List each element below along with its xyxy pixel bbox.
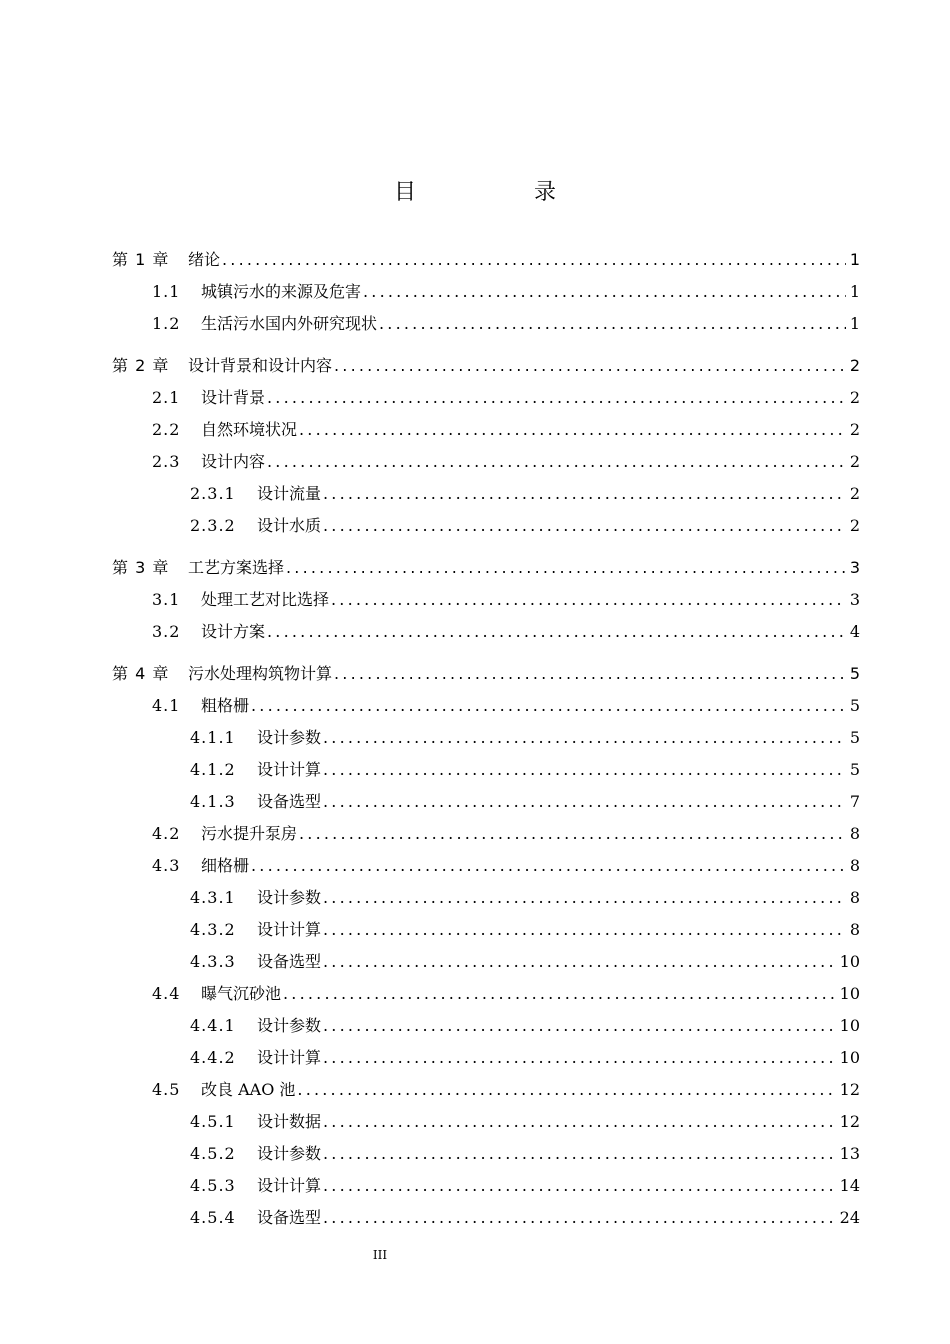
- toc-entry-number: 3.2: [152, 622, 181, 641]
- toc-section-entry[interactable]: [112, 1138, 860, 1170]
- toc-dot-leader: [249, 690, 846, 722]
- toc-entry-number: 4.3.3: [190, 952, 236, 971]
- toc-dot-leader: [321, 946, 836, 978]
- toc-entry-page: 2: [849, 484, 860, 503]
- toc-section-entry[interactable]: [112, 446, 860, 478]
- toc-entry-title: 自然环境状况: [201, 420, 298, 439]
- toc-entry-title: 设计数据: [257, 1112, 322, 1131]
- toc-entry-title: 设计背景和设计内容: [188, 356, 333, 375]
- toc-dot-leader: [321, 478, 846, 510]
- toc-dot-leader: [321, 510, 846, 542]
- toc-section-entry[interactable]: [112, 478, 860, 510]
- toc-dot-leader: [284, 552, 846, 584]
- toc-entry-page: 2: [849, 388, 860, 407]
- toc-section-entry[interactable]: [112, 1106, 860, 1138]
- toc-section-entry[interactable]: [112, 1074, 860, 1106]
- toc-dot-leader: [321, 1042, 836, 1074]
- toc-entry-number: 第 4 章: [112, 664, 170, 683]
- toc-entry-page: 8: [849, 856, 860, 875]
- toc-dot-leader: [321, 1010, 836, 1042]
- toc-entry-number: 第 1 章: [112, 250, 170, 269]
- toc-section-entry[interactable]: [112, 382, 860, 414]
- toc-dot-leader: [321, 914, 846, 946]
- toc-entry-page: 5: [849, 664, 860, 683]
- toc-entry-number: 4.4.2: [190, 1048, 236, 1067]
- toc-dot-leader: [321, 786, 846, 818]
- toc-entry-page: 5: [849, 760, 860, 779]
- toc-entry-page: 10: [839, 984, 860, 1003]
- toc-section-entry[interactable]: [112, 510, 860, 542]
- toc-entry-title: 设计方案: [201, 622, 266, 641]
- toc-dot-leader: [321, 1138, 836, 1170]
- toc-section-entry[interactable]: [112, 690, 860, 722]
- toc-dot-leader: [361, 276, 846, 308]
- toc-entry-number: 2.3: [152, 452, 181, 471]
- toc-entry-page: 24: [839, 1208, 860, 1227]
- toc-entry-page: 2: [849, 420, 860, 439]
- toc-dot-leader: [297, 818, 846, 850]
- toc-dot-leader: [321, 754, 846, 786]
- toc-section-entry[interactable]: [112, 1202, 860, 1234]
- toc-entry-number: 4.3.2: [190, 920, 236, 939]
- toc-section-entry[interactable]: [112, 914, 860, 946]
- toc-entry-number: 4.2: [152, 824, 181, 843]
- toc-chapter-entry[interactable]: [112, 658, 860, 690]
- toc-section-entry[interactable]: [112, 818, 860, 850]
- toc-chapter-entry[interactable]: [112, 244, 860, 276]
- toc-dot-leader: [321, 1202, 836, 1234]
- toc-dot-leader: [321, 1106, 836, 1138]
- toc-entry-number: 4.1: [152, 696, 181, 715]
- toc-entry-number: 2.2: [152, 420, 181, 439]
- toc-entry-title: 污水提升泵房: [201, 824, 298, 843]
- toc-chapter-entry[interactable]: [112, 552, 860, 584]
- toc-entry-page: 13: [839, 1144, 860, 1163]
- toc-entry-title: 设计计算: [257, 1176, 322, 1195]
- toc-entry-number: 第 3 章: [112, 558, 170, 577]
- toc-entry-page: 7: [849, 792, 860, 811]
- toc-entry-number: 4.3: [152, 856, 181, 875]
- toc-entry-page: 1: [849, 282, 860, 301]
- toc-entry-title: 细格栅: [201, 856, 250, 875]
- toc-section-entry[interactable]: [112, 414, 860, 446]
- toc-entry-number: 第 2 章: [112, 356, 170, 375]
- page-number-footer: III: [372, 1248, 388, 1262]
- toc-entry-number: 1.2: [152, 314, 181, 333]
- toc-entry-title: 设计内容: [201, 452, 266, 471]
- toc-entry-page: 8: [849, 824, 860, 843]
- toc-entry-number: 4.5.1: [190, 1112, 236, 1131]
- toc-dot-leader: [377, 308, 846, 340]
- toc-entry-title: 曝气沉砂池: [201, 984, 282, 1003]
- toc-entry-number: 4.5.4: [190, 1208, 236, 1227]
- toc-entry-page: 1: [849, 314, 860, 333]
- toc-entry-page: 12: [839, 1112, 860, 1131]
- toc-entry-number: 4.1.3: [190, 792, 236, 811]
- toc-entry-page: 5: [849, 696, 860, 715]
- toc-entry-title: 工艺方案选择: [188, 558, 285, 577]
- toc-dot-leader: [265, 382, 846, 414]
- toc-entry-number: 2.3.2: [190, 516, 236, 535]
- toc-entry-title: 设计参数: [257, 1016, 322, 1035]
- toc-entry-page: 12: [839, 1080, 860, 1099]
- toc-entry-number: 4.1.1: [190, 728, 236, 747]
- toc-entry-page: 8: [849, 920, 860, 939]
- toc-entry-title: 设备选型: [257, 952, 322, 971]
- toc-entry-title: 处理工艺对比选择: [201, 590, 330, 609]
- toc-entry-number: 2.3.1: [190, 484, 236, 503]
- toc-entry-title: 粗格栅: [201, 696, 250, 715]
- toc-entry-number: 1.1: [152, 282, 181, 301]
- toc-entry-page: 2: [849, 516, 860, 535]
- toc-entry-title: 污水处理构筑物计算: [188, 664, 333, 683]
- toc-entry-title: 生活污水国内外研究现状: [201, 314, 378, 333]
- toc-entry-title: 设备选型: [257, 792, 322, 811]
- toc-section-entry[interactable]: [112, 946, 860, 978]
- toc-entry-page: 2: [849, 452, 860, 471]
- toc-entry-page: 14: [839, 1176, 860, 1195]
- toc-entry-title: 设计水质: [257, 516, 322, 535]
- toc-entry-title: 设计参数: [257, 728, 322, 747]
- toc-entry-title: 改良 AAO 池: [201, 1080, 296, 1099]
- toc-entry-page: 5: [849, 728, 860, 747]
- toc-dot-leader: [329, 584, 846, 616]
- toc-entry-title: 设计计算: [257, 760, 322, 779]
- toc-section-entry[interactable]: [112, 882, 860, 914]
- toc-dot-leader: [321, 722, 846, 754]
- toc-entry-page: 1: [849, 250, 860, 269]
- toc-section-entry[interactable]: [112, 786, 860, 818]
- toc-entry-number: 4.4.1: [190, 1016, 236, 1035]
- toc-section-entry[interactable]: [112, 616, 860, 648]
- toc-section-entry[interactable]: [112, 584, 860, 616]
- toc-section-entry[interactable]: [112, 1042, 860, 1074]
- toc-section-entry[interactable]: [112, 308, 860, 340]
- toc-dot-leader: [220, 244, 846, 276]
- toc-chapter-entry[interactable]: [112, 350, 860, 382]
- toc-dot-leader: [295, 1074, 835, 1106]
- toc-dot-leader: [249, 850, 846, 882]
- toc-dot-leader: [281, 978, 836, 1010]
- toc-entry-page: 3: [849, 590, 860, 609]
- toc-entry-number: 2.1: [152, 388, 181, 407]
- toc-dot-leader: [265, 616, 846, 648]
- toc-section-entry[interactable]: [112, 276, 860, 308]
- toc-entry-number: 4.3.1: [190, 888, 236, 907]
- toc-section-entry[interactable]: [112, 1170, 860, 1202]
- toc-entry-number: 4.5.2: [190, 1144, 236, 1163]
- toc-entry-page: 4: [849, 622, 860, 641]
- toc-entry-page: 8: [849, 888, 860, 907]
- toc-entry-title: 设计流量: [257, 484, 322, 503]
- page-title: 目 录: [393, 180, 604, 205]
- toc-entry-page: 2: [849, 356, 860, 375]
- toc-entry-page: 3: [849, 558, 860, 577]
- toc-entry-title: 设计计算: [257, 920, 322, 939]
- toc-dot-leader: [332, 350, 846, 382]
- toc-entry-page: 10: [839, 1048, 860, 1067]
- toc-dot-leader: [265, 446, 846, 478]
- toc-entry-number: 4.1.2: [190, 760, 236, 779]
- toc-entry-title: 设计背景: [201, 388, 266, 407]
- toc-entry-title: 绪论: [188, 250, 221, 269]
- toc-dot-leader: [321, 882, 846, 914]
- toc-entry-number: 4.5: [152, 1080, 181, 1099]
- toc-entry-title: 设备选型: [257, 1208, 322, 1227]
- toc-section-entry[interactable]: [112, 754, 860, 786]
- toc-section-entry[interactable]: [112, 722, 860, 754]
- table-of-contents: [112, 244, 860, 1234]
- toc-entry-page: 10: [839, 952, 860, 971]
- toc-entry-number: 3.1: [152, 590, 181, 609]
- toc-entry-title: 设计计算: [257, 1048, 322, 1067]
- toc-dot-leader: [321, 1170, 836, 1202]
- toc-entry-number: 4.4: [152, 984, 181, 1003]
- toc-section-entry[interactable]: [112, 1010, 860, 1042]
- toc-entry-title: 城镇污水的来源及危害: [201, 282, 362, 301]
- toc-dot-leader: [297, 414, 846, 446]
- toc-entry-title: 设计参数: [257, 1144, 322, 1163]
- toc-section-entry[interactable]: [112, 978, 860, 1010]
- toc-dot-leader: [332, 658, 846, 690]
- toc-entry-number: 4.5.3: [190, 1176, 236, 1195]
- toc-entry-title: 设计参数: [257, 888, 322, 907]
- toc-section-entry[interactable]: [112, 850, 860, 882]
- toc-entry-page: 10: [839, 1016, 860, 1035]
